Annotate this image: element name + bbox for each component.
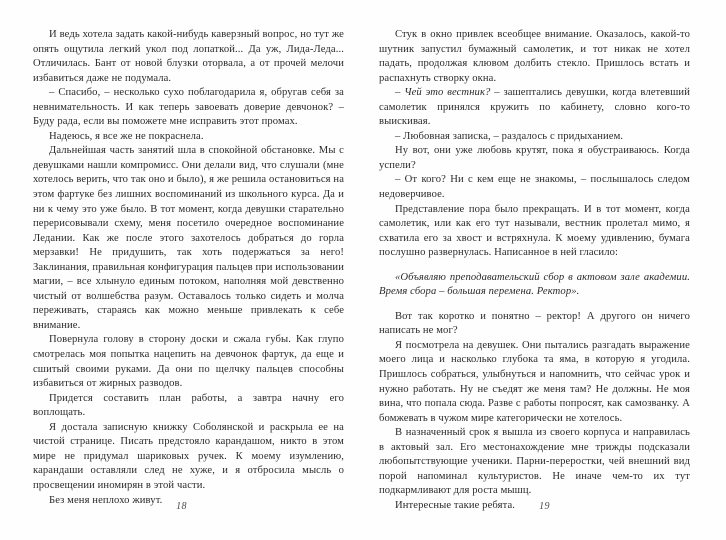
quoted-note-paragraph: «Объявляю преподавательский сбор в актовом зале академии. Время сбора – большая перемена. Ректор». [379, 271, 690, 298]
paragraph: Придется составить план работы, а завтра начну его воплощать. [33, 392, 344, 419]
paragraph: Надеюсь, я все же не покраснела. [49, 130, 204, 142]
paragraph: Без меня неплохо живут. [49, 494, 163, 506]
left-page-text-column [33, 28, 344, 508]
paragraph: Ну вот, они уже любовь крутят, пока я обустраиваюсь. Когда успели? [379, 145, 690, 171]
paragraph: В назначенный срок я вышла из своего корпуса и направилась в актовый зал. Его местонахождение мне трижды подсказали любопытствующие ученики. Парни-переростки, чей внешний вид порой напоминал культуристов. Не иначе чем-то их тут подкармливают для роста мышц. [379, 427, 690, 497]
paragraph: Стук в окно привлек всеобщее внимание. Оказалось, какой-то шутник запустил бумажный самолетик, и тот никак не хотел падать, продолжая клювом долбить стекло. Пришлось встать и распахнуть створку окна. [379, 29, 690, 84]
paragraph: Представление пора было прекращать. И в тот момент, когда самолетик, или как его тут называли, вестник пролетал мимо, я схватила его за хвост и встряхнула. К моему удивлению, бумага послушно развернулась. Написанное в ней гласило: [379, 203, 690, 259]
paragraph: Интересные такие ребята. [395, 499, 516, 511]
paragraph: Вот так коротко и понятно – ректор! А другого он ничего написать не мог? [379, 310, 690, 337]
paragraph: – От кого? Ни с кем еще не знакомы, – послышалось следом недоверчивое. [379, 174, 690, 201]
page-number: 19 [539, 501, 550, 512]
paragraph: Повернула голову в сторону доски и сжала губы. Как глупо смотрелась моя попытка нацепить на девчонок фартук, да еще и сшитый своими руками. Да они по щелчку пальцев способны избавиться от жирных разводов. [33, 334, 344, 390]
paragraph: Я посмотрела на девушек. Они пытались разгадать выражение моего лица и насколько глубока та яма, в которую я угодила. Пришлось собраться, улыбнуться и напомнить, что сейчас урок и нужно работать. Ну не съедят же меня там? Не должны. Не моя вина, что попала сюда. Разве с работы попросят, как самозванку. А бомжевать в чужом мире категорически не хотелось. [379, 339, 690, 424]
paragraph: Я достала записную книжку Соболянской и раскрыла ее на чистой странице. Писать предстояло карандашом, никто в этом мире не придумал шариковых ручек. К моему изумлению, карандаши оставляли след не хуже, и я отбросила мысль о просвещении иномирян в этой части. [33, 421, 344, 491]
right-book-page [363, 0, 726, 540]
paragraph: – Любовная записка, – раздалось с придыханием. [395, 130, 624, 142]
emphasised-phrase: Чей это вестник? [404, 87, 491, 99]
page-number: 18 [176, 501, 187, 512]
right-page-text-column [379, 28, 690, 514]
paragraph: И ведь хотела задать какой-нибудь каверзный вопрос, но тут же опять ощутила легкий укол под лопаткой... Да уж, Лида-Леда... Отличилась. Бант от новой блузки оторвала, а от прочей мелочи избавиться даже не подумала. [33, 29, 344, 84]
paragraph: Дальнейшая часть занятий шла в спокойной обстановке. Мы с девушками нашли компромисс. Они делали вид, что слушали (мне хотелось верить, что так оно и было), я же решила остановиться на этом фартуке без лишних воспоминаний из школьного курса. Да и ни к чему это уже было. В тот момент, когда девушки старательно перерисовывали схему, меня посетило очередное воспоминание Ледании. Как же после этого захотелось добраться до горла мерзавки! Не придушить, так хоть подержаться за него! Заклинания, правильная конфигурация пальцев при использовании магии, – все хлынуло единым потоком, наполняя мой девственно чистый от волшебства разум. Оставалось только сидеть и молча переживать, стараясь как можно меньше привлекать к себе внимание. [33, 145, 344, 331]
paragraph: – Чей это вестник? – зашептались девушки, когда влетевший самолетик принялся кружить по кабинету, словно кого-то выискивая. [379, 87, 690, 128]
paragraph: – Спасибо, – несколько сухо поблагодарила я, обругав себя за невнимательность. И как теперь завоевать доверие девчонок? – Буду рада, если вы поможете мне исправить этот промах. [33, 87, 344, 128]
